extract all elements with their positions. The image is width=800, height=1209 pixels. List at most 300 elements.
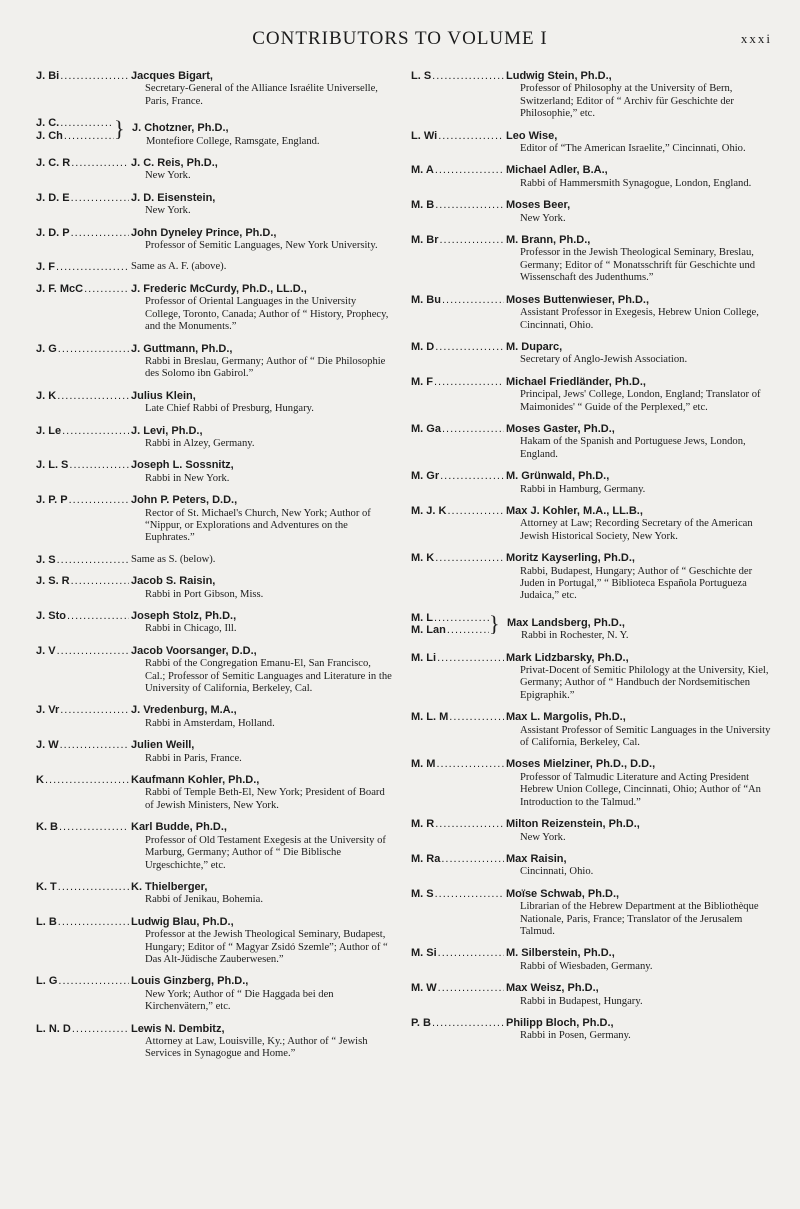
contributor-description: Rector of St. Michael's Church, New York; Author of “Nippur, or Explorations and Adventures on the Euphrates.” [145, 507, 371, 544]
contributor-description: Professor at the Jewish Theological Seminary, Budapest, Hungary; Editor of “ Magyar Zsidó Szemle”; Author of “ Das Alt-Jüdische Zauberwesen.” [145, 929, 388, 965]
abbreviation-text: J. L. S [36, 459, 69, 472]
contributor-description: Rabbi in Posen, Germany. [520, 1030, 631, 1042]
abbreviation-text: J. K [36, 389, 57, 402]
contributor-details [504, 199, 775, 225]
contributor-details [129, 459, 392, 485]
abbreviation-text: P. B [411, 1016, 431, 1029]
contributor-details [504, 376, 775, 414]
contributor-abbreviation [411, 341, 504, 367]
contributor-details [504, 947, 775, 973]
contributor-description: Rabbi in Chicago, Ill. [145, 623, 237, 635]
leader-dots [435, 164, 504, 176]
contributor-entry [36, 343, 392, 381]
contributor-name: Jacques Bigart, [131, 70, 213, 82]
abbreviation-text: K [36, 774, 44, 787]
contributor-entry [411, 505, 775, 543]
contributor-description: Same as S. (below). [131, 553, 216, 565]
contributor-abbreviation [36, 739, 129, 765]
contributor-abbreviation [411, 234, 504, 285]
abbreviation-text: J. S. R [36, 575, 70, 588]
leader-dots [64, 130, 114, 142]
contributor-abbreviation [36, 117, 114, 148]
contributor-name: Julien Weill, [131, 739, 195, 752]
contributor-name: Jacob Voorsanger, D.D., [131, 644, 257, 657]
contributor-description: Professor in the Jewish Theological Seminary, Breslau, Germany; Editor of “ Monatsschrift für Geschichte und Wissenschaft des Judenthums.” [520, 247, 756, 284]
contributor-details [504, 888, 775, 939]
abbreviation-text: J. D. E [36, 191, 70, 204]
contributor-details [504, 164, 775, 190]
contributor-name: John P. Peters, D.D., [131, 494, 238, 507]
contributor-details [129, 227, 392, 253]
contributor-abbreviation [36, 1023, 129, 1061]
leader-dots [71, 575, 129, 587]
abbreviation-text: L. S [411, 70, 432, 82]
abbreviation-text: M. Lan [411, 624, 446, 637]
contributor-details [129, 739, 392, 765]
contributor-name: Max Raisin, [506, 852, 567, 865]
leader-dots [435, 552, 504, 564]
contributor-details [129, 975, 392, 1013]
leader-dots [434, 612, 489, 624]
abbreviation-text: M. M [411, 758, 436, 771]
contributor-abbreviation [411, 376, 504, 414]
contributor-abbreviation [411, 164, 504, 190]
leader-dots [58, 881, 129, 893]
contributor-name: M. Grünwald, Ph.D., [506, 470, 610, 483]
contributor-name: Moritz Kayserling, Ph.D., [506, 552, 635, 565]
abbreviation-text: J. Le [36, 424, 62, 437]
contributor-description: Rabbi of Hammersmith Synagogue, London, England. [520, 177, 752, 189]
contributor-description: Professor of Oriental Languages in the University College, Toronto, Canada; Author of “ History, Prophecy, and the Monuments.” [145, 296, 389, 333]
contributor-details [130, 117, 392, 148]
contributor-name: Kaufmann Kohler, Ph.D., [131, 774, 260, 787]
contributor-entry [411, 423, 775, 461]
contributor-description: New York. [520, 831, 566, 843]
leader-dots [438, 947, 504, 959]
contributor-details [129, 157, 392, 183]
contributor-description: Professor of Semitic Languages, New York University. [145, 240, 378, 252]
contributor-abbreviation [36, 283, 129, 334]
contributor-entry [36, 554, 392, 566]
contributor-abbreviation [411, 652, 504, 703]
contributor-description: Principal, Jews' College, London, England; Translator of Maimonides' “ Guide of the Perplexed,” etc. [520, 389, 761, 413]
contributor-entry [36, 704, 392, 730]
leader-dots [69, 494, 129, 506]
contributor-entry [411, 1017, 775, 1043]
contributor-description: Rabbi in Rochester, N. Y. [521, 630, 629, 642]
contributor-description: New York; Author of “ Die Haggada bei den Kirchenvätern,” etc. [145, 988, 334, 1013]
brace-glyph: } [489, 610, 500, 636]
leader-dots [59, 821, 129, 833]
contributor-name: J. Guttmann, Ph.D., [131, 342, 233, 355]
contributor-description: Rabbi in Amsterdam, Holland. [145, 717, 275, 729]
contributor-name: Max Weisz, Ph.D., [506, 982, 599, 995]
contributor-name: Michael Friedländer, Ph.D., [506, 375, 646, 388]
contributor-entry [411, 294, 775, 332]
contributor-description: Late Chief Rabbi of Presburg, Hungary. [145, 403, 314, 415]
leader-dots [71, 192, 129, 204]
contributor-name: Max L. Margolis, Ph.D., [506, 711, 626, 724]
contributor-description: Professor of Philosophy at the University of Bern, Switzerland; Editor of “ Archiv für Geschichte der Philosophie,” etc. [520, 83, 734, 120]
contributor-name: Max J. Kohler, M.A., LL.B., [506, 504, 643, 517]
contributor-details [504, 982, 775, 1008]
contributor-description: Professor of Talmudic Literature and Acting President Hebrew Union College, Cincinnati, Ohio; Author of “An Introduction to the Talmud.” [520, 771, 761, 808]
contributor-description: Rabbi in Paris, France. [145, 752, 242, 764]
abbreviation-text: L. Wi [411, 129, 438, 142]
contributor-abbreviation [36, 774, 129, 812]
contributor-description: Rabbi in Hamburg, Germany. [520, 483, 646, 495]
contributor-entry [411, 470, 775, 496]
contributor-abbreviation [36, 227, 129, 253]
contributor-details [129, 554, 392, 566]
contributor-details [129, 916, 392, 967]
contributor-name: Jacob S. Raisin, [131, 575, 216, 588]
leader-dots [57, 554, 129, 566]
leader-dots [440, 470, 504, 482]
leader-dots [58, 916, 129, 928]
contributor-description: Secretary-General of the Alliance Israélite Universelle, Paris, France. [145, 83, 378, 107]
contributor-abbreviation [411, 711, 504, 749]
leader-dots [447, 624, 489, 636]
contributor-entry [411, 818, 775, 844]
contributor-details [504, 711, 775, 749]
leader-dots [45, 774, 129, 786]
contributor-name: Philipp Bloch, Ph.D., [506, 1016, 614, 1029]
contributor-entry [36, 610, 392, 636]
abbreviation-text: M. Bu [411, 293, 441, 306]
contributor-entry [36, 494, 392, 545]
abbreviation-text: J. G [36, 342, 57, 355]
contributor-details [129, 192, 392, 218]
contributor-name: Mark Lidzbarsky, Ph.D., [506, 651, 629, 664]
contributor-details [504, 652, 775, 703]
abbreviation-text: M. Gr [411, 470, 440, 483]
abbreviation-text: J. D. P [36, 226, 70, 239]
abbreviation-text: M. B [411, 199, 435, 212]
leader-dots [432, 70, 504, 82]
right-column [411, 70, 775, 1052]
leader-dots [442, 423, 504, 435]
contributor-abbreviation [36, 610, 129, 636]
contributor-name: Karl Budde, Ph.D., [131, 821, 227, 834]
contributor-name: K. Thielberger, [131, 880, 208, 893]
contributor-description: Attorney at Law, Louisville, Ky.; Author of “ Jewish Services in Synagogue and Home.” [145, 1035, 368, 1060]
contributor-entry [36, 227, 392, 253]
contributor-details [504, 470, 775, 496]
running-title: CONTRIBUTORS TO VOLUME I [252, 28, 548, 49]
contributor-name: J. D. Eisenstein, [131, 191, 216, 204]
contributor-abbreviation [36, 575, 129, 601]
contributor-description: Privat-Docent of Semitic Philology at the University, Kiel, Germany; Author of “ Handbuch der Nordsemitischen Epigraphik.” [520, 665, 769, 701]
contributor-entry [36, 774, 392, 812]
abbreviation-text: L. G [36, 975, 58, 988]
contributor-name: Joseph Stolz, Ph.D., [131, 610, 237, 622]
contributor-description: Same as A. F. (above). [131, 261, 227, 273]
contributor-abbreviation [36, 554, 129, 566]
contributor-name: J. Chotzner, Ph.D., [132, 122, 229, 135]
contributor-details [129, 1023, 392, 1061]
contributor-description: Montefiore College, Ramsgate, England. [146, 135, 320, 147]
leader-dots [434, 376, 504, 388]
contributor-name: John Dyneley Prince, Ph.D., [131, 226, 277, 239]
abbreviation-text: K. B [36, 821, 58, 834]
contributor-abbreviation [411, 612, 489, 643]
contributor-entry [36, 916, 392, 967]
contributor-description: Cincinnati, Ohio. [520, 866, 594, 878]
contributor-abbreviation [36, 459, 129, 485]
contributor-entry [411, 947, 775, 973]
contributor-abbreviation [36, 494, 129, 545]
contributor-description: Rabbi in Budapest, Hungary. [520, 995, 643, 1007]
contributor-abbreviation [36, 916, 129, 967]
contributor-details [129, 283, 392, 334]
contributor-details [129, 774, 392, 812]
left-column [36, 70, 392, 1070]
contributor-description: New York. [145, 170, 191, 182]
abbreviation-text: J. V [36, 644, 56, 657]
contributor-details [129, 881, 392, 907]
contributor-entry [411, 888, 775, 939]
contributor-entry [36, 821, 392, 872]
contributor-entry [36, 1023, 392, 1061]
abbreviation-text: J. F. McC [36, 282, 84, 295]
abbreviation-text: M. S [411, 887, 434, 900]
abbreviation-text: M. F [411, 375, 433, 388]
leader-dots [60, 704, 129, 716]
abbreviation-text: M. L [411, 611, 433, 624]
contributor-entry [36, 459, 392, 485]
contributor-name: Ludwig Stein, Ph.D., [506, 70, 612, 82]
contributor-entry [411, 199, 775, 225]
contributor-name: Louis Ginzberg, Ph.D., [131, 975, 249, 988]
abbreviation-text: J. Ch [36, 129, 63, 142]
contributor-abbreviation [411, 199, 504, 225]
contributor-abbreviation [36, 645, 129, 696]
contributor-entry [36, 70, 392, 108]
contributor-abbreviation [36, 261, 129, 273]
contributor-abbreviation [411, 1017, 504, 1043]
contributor-abbreviation [36, 343, 129, 381]
contributor-details [504, 853, 775, 879]
leader-dots [432, 1017, 504, 1029]
contributor-entry [36, 283, 392, 334]
contributor-details [129, 645, 392, 696]
contributor-name: Moses Mielziner, Ph.D., D.D., [506, 758, 656, 771]
abbreviation-text: J. C. R [36, 157, 71, 170]
abbreviation-text: M. A [411, 164, 434, 177]
leader-dots [62, 425, 129, 437]
leader-dots [84, 283, 129, 295]
leader-dots [436, 758, 504, 770]
brace-glyph: } [114, 116, 125, 142]
leader-dots [441, 853, 504, 865]
contributor-details [504, 1017, 775, 1043]
contributor-abbreviation [36, 192, 129, 218]
contributor-abbreviation [411, 552, 504, 603]
contributor-name: J. Vredenburg, M.A., [131, 704, 237, 717]
contributor-name: Moses Buttenwieser, Ph.D., [506, 293, 650, 306]
contributor-abbreviation [411, 470, 504, 496]
abbreviation-text: J. S [36, 553, 56, 566]
contributor-abbreviation [36, 881, 129, 907]
abbreviation-text: J. Bi [36, 70, 60, 82]
leader-dots [60, 117, 114, 129]
contributor-entry [411, 612, 775, 643]
leader-dots [438, 982, 504, 994]
leader-dots [442, 294, 504, 306]
leader-dots [435, 888, 504, 900]
contributor-entry [411, 552, 775, 603]
contributor-abbreviation [411, 294, 504, 332]
contributor-abbreviation [411, 130, 504, 156]
abbreviation-text: M. L. M [411, 711, 449, 724]
contributor-abbreviation [411, 423, 504, 461]
contributor-entry [411, 234, 775, 285]
contributor-description: Rabbi of Temple Beth-El, New York; President of Board of Jewish Ministers, New York. [145, 787, 385, 811]
contributor-entry [36, 739, 392, 765]
abbreviation-text: L. B [36, 915, 57, 928]
abbreviation-text: J. Sto [36, 610, 66, 622]
contributor-abbreviation [36, 975, 129, 1013]
contributor-description: Assistant Professor of Semitic Languages in the University of California, Berkeley, Cal. [520, 724, 771, 749]
leader-dots [440, 234, 505, 246]
contributor-abbreviation [36, 821, 129, 872]
abbreviation-text: M. Ga [411, 422, 441, 435]
abbreviation-text: L. N. D [36, 1022, 71, 1035]
contributor-details [129, 610, 392, 636]
abbreviation-text: M. Si [411, 947, 437, 960]
leader-dots [72, 1023, 129, 1035]
contributor-name: M. Silberstein, Ph.D., [506, 947, 615, 960]
leader-dots [57, 390, 129, 402]
contributor-details [505, 612, 775, 643]
contributor-name: Lewis N. Dembitz, [131, 1022, 225, 1035]
contributor-entry [36, 117, 392, 148]
contributor-abbreviation [411, 853, 504, 879]
contributor-entry [411, 711, 775, 749]
contributor-details [129, 821, 392, 872]
contributor-description: Rabbi, Budapest, Hungary; Author of “ Geschichte der Juden in Portugal,” “ Biblioteca Española Portugueza Judaica,” etc. [520, 565, 753, 602]
contributor-name: Moses Beer, [506, 199, 571, 212]
page-header [0, 28, 800, 52]
contributor-details [504, 70, 775, 121]
contributor-name: Michael Adler, B.A., [506, 164, 608, 177]
contributor-description: Rabbi of Jenikau, Bohemia. [145, 894, 263, 906]
leader-dots [435, 199, 504, 211]
leader-dots [58, 975, 129, 987]
page-number: xxxi [740, 31, 772, 46]
contributor-details [129, 390, 392, 416]
contributor-entry [36, 192, 392, 218]
contributor-details [129, 343, 392, 381]
contributor-description: Professor of Old Testament Exegesis at the University of Marburg, Germany; Author of “ Die Biblische Urgeschichte,” etc. [145, 834, 386, 871]
contributor-entry [411, 164, 775, 190]
abbreviation-text: K. T [36, 880, 57, 893]
contributor-entry [36, 975, 392, 1013]
leader-dots [449, 711, 504, 723]
contributor-details [129, 425, 392, 451]
abbreviation-text: M. K [411, 552, 435, 565]
contributor-details [504, 294, 775, 332]
contributor-abbreviation [411, 888, 504, 939]
contributor-details [129, 494, 392, 545]
contributor-name: Ludwig Blau, Ph.D., [131, 915, 234, 928]
leader-dots [57, 645, 129, 657]
leader-dots [60, 739, 129, 751]
abbreviation-text: J. W [36, 739, 59, 752]
contributor-entry [36, 575, 392, 601]
contributor-entry [411, 853, 775, 879]
contributor-abbreviation [411, 758, 504, 809]
contributor-abbreviation [36, 70, 129, 108]
contributor-name: Leo Wise, [506, 129, 558, 142]
contributor-details [504, 423, 775, 461]
contributor-entry [36, 390, 392, 416]
contributor-name: M. Brann, Ph.D., [506, 234, 591, 247]
contributor-entry [36, 157, 392, 183]
abbreviation-text: M. W [411, 982, 437, 995]
contributor-entry [411, 130, 775, 156]
contributor-abbreviation [411, 818, 504, 844]
contributor-description: Rabbi in Breslau, Germany; Author of “ Die Philosophie des Solomo ibn Gabirol.” [145, 355, 386, 380]
contributor-name: Joseph L. Sossnitz, [131, 459, 234, 472]
abbreviation-text: M. Ra [411, 852, 441, 865]
abbreviation-text: M. Li [411, 651, 437, 664]
abbreviation-text: M. D [411, 340, 435, 353]
leader-dots [435, 341, 504, 353]
leader-dots [435, 818, 504, 830]
contributor-description: Secretary of Anglo-Jewish Association. [520, 354, 688, 366]
contributor-name: J. Levi, Ph.D., [131, 424, 203, 437]
contributor-abbreviation [36, 425, 129, 451]
contributor-details [504, 818, 775, 844]
leader-dots [58, 343, 129, 355]
abbreviation-text: M. Br [411, 234, 439, 247]
leader-dots [438, 130, 504, 142]
contributor-description: New York. [520, 212, 566, 224]
contributor-details [129, 704, 392, 730]
contributor-description: Assistant Professor in Exegesis, Hebrew Union College, Cincinnati, Ohio. [520, 307, 759, 331]
contributor-abbreviation [411, 982, 504, 1008]
contributor-details [504, 234, 775, 285]
contributor-description: Rabbi in Alzey, Germany. [145, 437, 255, 449]
contributor-name: Moïse Schwab, Ph.D., [506, 887, 620, 900]
contributor-abbreviation [36, 390, 129, 416]
contributor-abbreviation [36, 704, 129, 730]
contributor-description: Rabbi of Wiesbaden, Germany. [520, 960, 653, 972]
contributor-description: New York. [145, 205, 191, 217]
contributor-description: Rabbi in New York. [145, 472, 230, 484]
contributor-details [504, 341, 775, 367]
contributor-description: Rabbi of the Congregation Emanu-El, San Francisco, Cal.; Professor of Semitic Languages and Literature in the University of California, Berkeley, Cal. [145, 658, 392, 695]
leader-dots [71, 157, 129, 169]
contributor-entry [411, 982, 775, 1008]
contributor-abbreviation [411, 947, 504, 973]
contributor-details [129, 70, 392, 108]
leader-dots [60, 70, 129, 82]
contributor-description: Editor of “The American Israelite,” Cincinnati, Ohio. [520, 143, 746, 155]
leader-dots [437, 652, 504, 664]
contributor-name: J. Frederic McCurdy, Ph.D., LL.D., [131, 282, 307, 295]
abbreviation-text: M. J. K [411, 504, 447, 517]
abbreviation-text: J. P. P [36, 494, 68, 507]
contributor-description: Rabbi in Port Gibson, Miss. [145, 588, 264, 600]
abbreviation-text: J. C. [36, 117, 60, 130]
contributor-description: Librarian of the Hebrew Department at the Bibliothèque Nationale, Paris, France; Translator of the Jerusalem Talmud. [520, 901, 759, 937]
leader-dots [69, 459, 129, 471]
contributor-name: Julius Klein, [131, 389, 196, 402]
contributor-entry [411, 70, 775, 121]
